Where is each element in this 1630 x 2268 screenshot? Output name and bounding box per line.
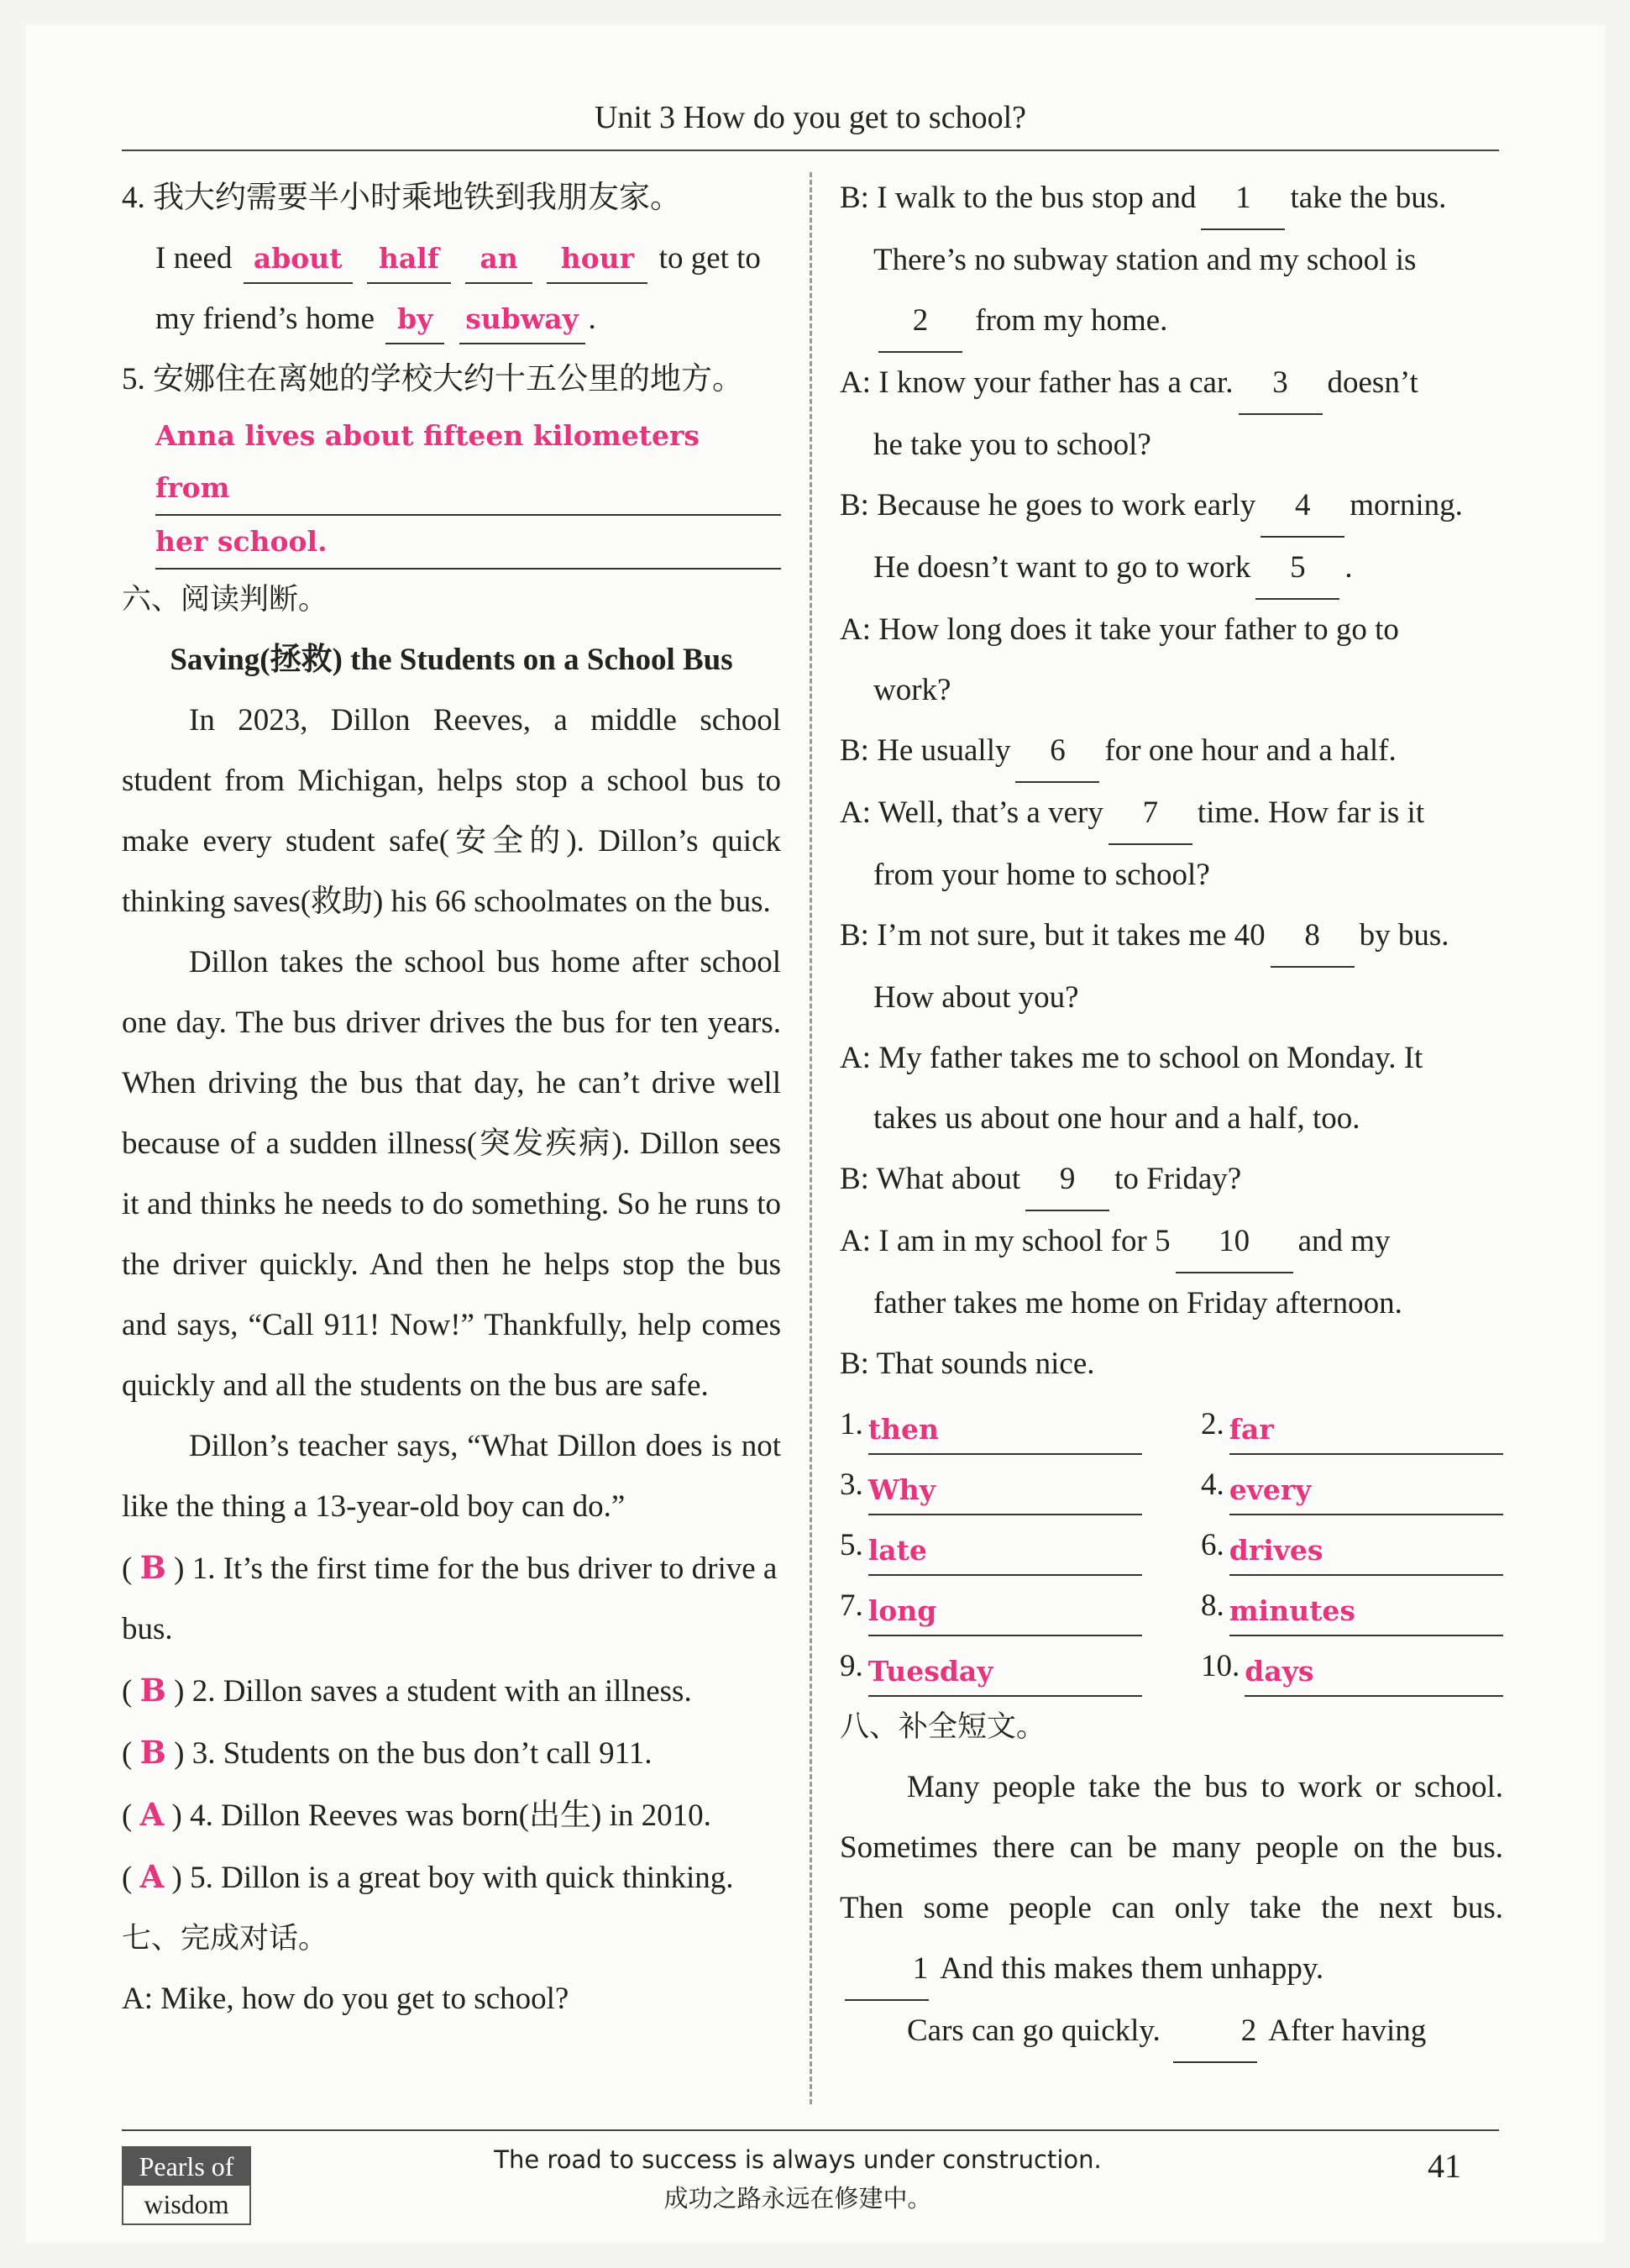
dialogue-line: B: I’m not sure, but it takes me 40 8 by bus. bbox=[840, 906, 1503, 968]
answer-item: 2. far bbox=[1201, 1394, 1503, 1455]
reading-paragraph-1: In 2023, Dillon Reeves, a middle school student from Michigan, helps stop a school bus to make every student safe(安全的). Dillon’s quick thinking saves(救助) his 66 schoolmates on the bus. bbox=[122, 703, 781, 919]
dialogue-line: A: How long does it take your father to go to bbox=[840, 612, 1399, 647]
answer-item: 1. then bbox=[840, 1394, 1142, 1455]
answer-grid bbox=[840, 1394, 1503, 1697]
dialogue-line: work? bbox=[873, 673, 951, 707]
q4-answer-1: about bbox=[244, 235, 353, 284]
judge-item: ( B ) 3. Students on the bus don’t call 911. bbox=[122, 1734, 653, 1771]
dialogue-line: takes us about one hour and a half, too. bbox=[873, 1101, 1360, 1136]
q5-answer bbox=[122, 410, 781, 570]
answer-item: 9. Tuesday bbox=[840, 1636, 1142, 1697]
judge-item: ( B ) 2. Dillon saves a student with an illness. bbox=[122, 1672, 692, 1709]
q4-answer-3: an bbox=[465, 235, 532, 284]
answer-item: 8. minutes bbox=[1201, 1576, 1503, 1636]
dialogue-line: B: He usually 6 for one hour and a half. bbox=[840, 721, 1503, 783]
dialogue-line: he take you to school? bbox=[873, 428, 1151, 462]
answer-item: 4. every bbox=[1201, 1455, 1503, 1515]
q4-chinese: 4. 我大约需要半小时乘地铁到我朋友家。 bbox=[122, 181, 681, 215]
answer-item: 10. days bbox=[1201, 1636, 1503, 1697]
footer-rule bbox=[122, 2129, 1499, 2131]
pearls-badge: Pearls of wisdom bbox=[122, 2146, 251, 2225]
right-column bbox=[840, 168, 1503, 2063]
answer-item: 3. Why bbox=[840, 1455, 1142, 1515]
q4-answer-2: half bbox=[367, 235, 451, 284]
answer-item: 7. long bbox=[840, 1576, 1142, 1636]
header-rule bbox=[122, 150, 1499, 151]
dialogue-line: 2 from my home. bbox=[840, 291, 1503, 353]
judge-item: ( B ) 1. It’s the first time for the bus driver to drive a bus. bbox=[122, 1549, 778, 1646]
section-6-heading: 六、阅读判断。 bbox=[122, 583, 328, 617]
answer-item: 5. late bbox=[840, 1515, 1142, 1576]
dialogue-line: A: My father takes me to school on Monday. It bbox=[840, 1041, 1423, 1075]
left-column bbox=[122, 168, 781, 2029]
q5-answer-line1: Anna lives about fifteen kilometers from bbox=[155, 410, 781, 516]
answer-item: 6. drives bbox=[1201, 1515, 1503, 1576]
page-header: Unit 3 How do you get to school? bbox=[594, 100, 1026, 135]
section-8-heading: 八、补全短文。 bbox=[840, 1710, 1046, 1744]
q4-answer-line1: I need about half an hour to get to bbox=[122, 228, 781, 289]
dialogue-line: B: Because he goes to work early 4 morning. bbox=[840, 475, 1503, 538]
dialogue-line: B: That sounds nice. bbox=[840, 1347, 1095, 1381]
passage-paragraph-2: Cars can go quickly. 2 After having bbox=[840, 2001, 1503, 2063]
dialogue-line: B: I walk to the bus stop and 1 take the bus. bbox=[840, 168, 1503, 230]
judge-item: ( A ) 4. Dillon Reeves was born(出生) in 2010. bbox=[122, 1796, 711, 1833]
dialogue-line: He doesn’t want to go to work 5 . bbox=[840, 538, 1503, 600]
page-number: 41 bbox=[1428, 2147, 1461, 2185]
reading-title: Saving(拯救) the Students on a School Bus bbox=[170, 643, 733, 677]
footer-motto: The road to success is always under construction. 成功之路永远在修建中。 bbox=[494, 2145, 1102, 2213]
dialogue-line: How about you? bbox=[873, 980, 1079, 1015]
q4-answer-4: hour bbox=[547, 235, 647, 284]
q5-chinese: 5. 安娜住在离她的学校大约十五公里的地方。 bbox=[122, 362, 743, 396]
dialogue-line: A: I know your father has a car. 3 doesn’t bbox=[840, 353, 1503, 415]
dialogue-line: father takes me home on Friday afternoon. bbox=[873, 1286, 1402, 1320]
reading-paragraph-3: Dillon’s teacher says, “What Dillon does is not like the thing a 13-year-old boy can do.” bbox=[122, 1429, 781, 1524]
judge-item: ( A ) 5. Dillon is a great boy with quick thinking. bbox=[122, 1858, 734, 1895]
reading-paragraph-2: Dillon takes the school bus home after school one day. The bus driver drives the bus for ten years. When driving the bus that day, he can’t drive well because of a sudden illness(突发疾病). Dillon sees it and thinks he needs to do something. So he runs to the driver quickly. And then he helps stop the bus and says, “Call 911! Now!” Thankfully, help comes quickly and all the students on the bus are safe. bbox=[122, 945, 781, 1403]
q4-answer-line2: my friend’s home by subway . bbox=[122, 289, 781, 349]
column-divider bbox=[810, 172, 812, 2104]
q4-answer-5: by bbox=[385, 296, 444, 344]
passage-paragraph-1: Many people take the bus to work or school. Sometimes there can be many people on the bus. Then some people can only take the next bus. 1 And this makes them unhappy. bbox=[840, 1757, 1503, 2001]
section-7-heading: 七、完成对话。 bbox=[122, 1922, 328, 1956]
dialogue-line: A: I am in my school for 5 10 and my bbox=[840, 1211, 1503, 1273]
q4-answer-6: subway bbox=[459, 296, 585, 344]
dialogue-line: A: Well, that’s a very 7 time. How far is it bbox=[840, 783, 1503, 845]
dialogue-line: There’s no subway station and my school is bbox=[873, 243, 1417, 277]
dialogue-line: B: What about 9 to Friday? bbox=[840, 1149, 1503, 1211]
q5-answer-line2: her school. bbox=[155, 516, 781, 570]
dialogue-line: A: Mike, how do you get to school? bbox=[122, 1982, 569, 2016]
dialogue-line: from your home to school? bbox=[873, 858, 1210, 892]
